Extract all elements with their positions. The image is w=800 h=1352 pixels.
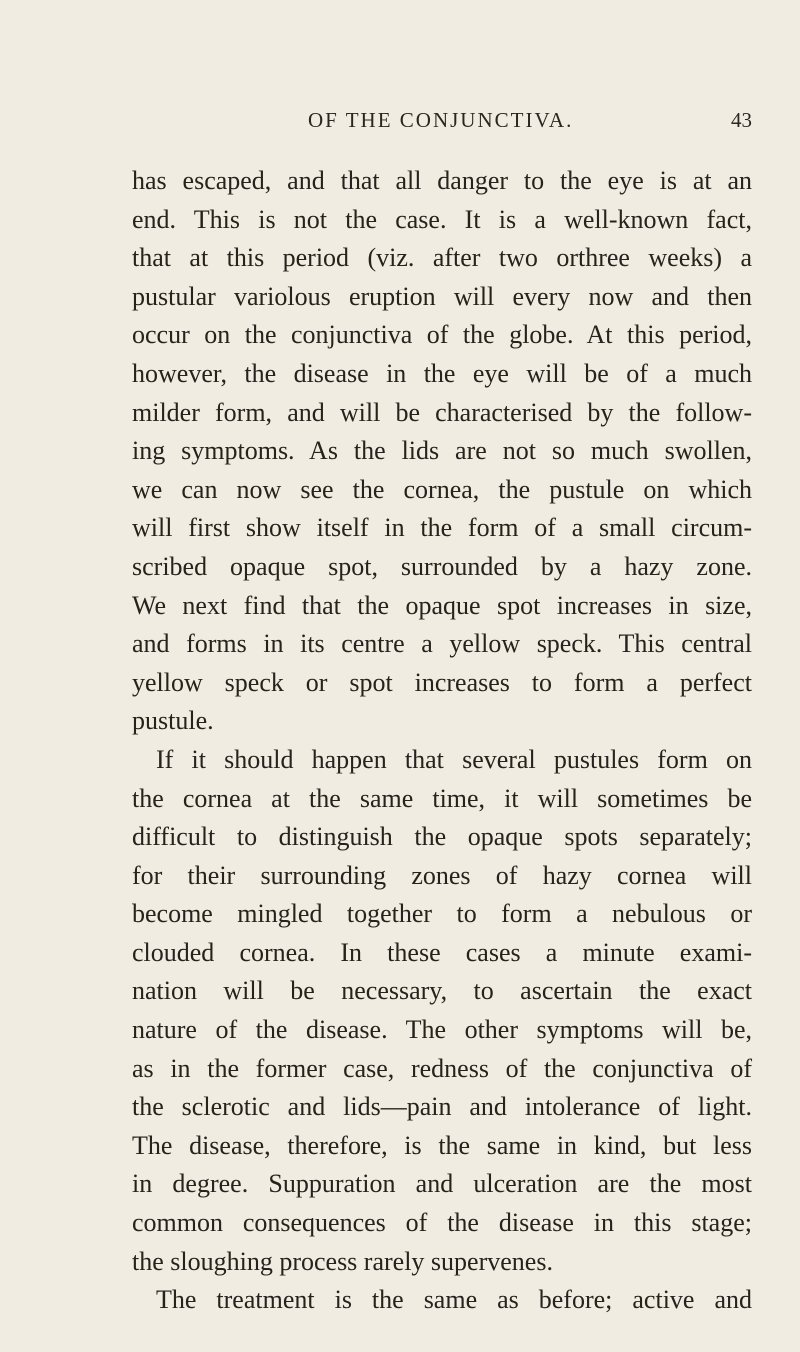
text-line: yellow speck or spot increases to form a perfect (132, 667, 752, 697)
text-line: become mingled together to form a nebulous or (132, 899, 752, 929)
text-line: as in the former case, redness of the conjunctiva of (132, 1053, 752, 1083)
text-line: that at this period (viz. after two orthree weeks) a (132, 243, 752, 273)
text-line: The disease, therefore, is the same in kind, but less (132, 1130, 752, 1160)
text-line: occur on the conjunctiva of the globe. At this period, (132, 320, 752, 350)
text-line: milder form, and will be characterised by the follow- (132, 397, 752, 427)
paragraph-end-line: the sloughing process rarely supervenes. (132, 1246, 553, 1276)
text-line: nation will be necessary, to ascertain the exact (132, 976, 752, 1006)
paragraph-start-line: If it should happen that several pustules form on (156, 744, 752, 774)
paragraph-end-line: pustule. (132, 706, 214, 736)
running-title: OF THE CONJUNCTIVA. (308, 108, 574, 132)
text-line: ing symptoms. As the lids are not so much swollen, (132, 436, 752, 466)
text-line: has escaped, and that all danger to the eye is at an (132, 166, 752, 195)
text-line: end. This is not the case. It is a well-known fact, (132, 204, 752, 234)
text-line: however, the disease in the eye will be of a much (132, 358, 752, 388)
text-line: common consequences of the disease in this stage; (132, 1208, 752, 1238)
running-head (0, 108, 800, 138)
text-line: the sclerotic and lids—pain and intolerance of light. (132, 1092, 752, 1122)
text-line: will first show itself in the form of a small circum- (132, 513, 752, 543)
text-line: for their surrounding zones of hazy cornea will (132, 860, 752, 890)
page-number: 43 (731, 108, 752, 132)
text-line: the cornea at the same time, it will sometimes be (132, 783, 752, 813)
text-line: and forms in its centre a yellow speck. This central (132, 629, 752, 659)
text-line: difficult to distinguish the opaque spots separately; (132, 822, 752, 852)
text-line: We next find that the opaque spot increases in size, (132, 590, 752, 620)
text-line: scribed opaque spot, surrounded by a hazy zone. (132, 551, 752, 581)
text-line: clouded cornea. In these cases a minute exami- (132, 937, 752, 967)
text-line: we can now see the cornea, the pustule on which (132, 474, 752, 504)
text-line: nature of the disease. The other symptoms will be, (132, 1015, 752, 1045)
paragraph-start-line: The treatment is the same as before; active and (156, 1285, 752, 1315)
body-text (132, 162, 752, 1320)
text-line: pustular variolous eruption will every now and then (132, 281, 752, 311)
text-line: in degree. Suppuration and ulceration are the most (132, 1169, 752, 1199)
